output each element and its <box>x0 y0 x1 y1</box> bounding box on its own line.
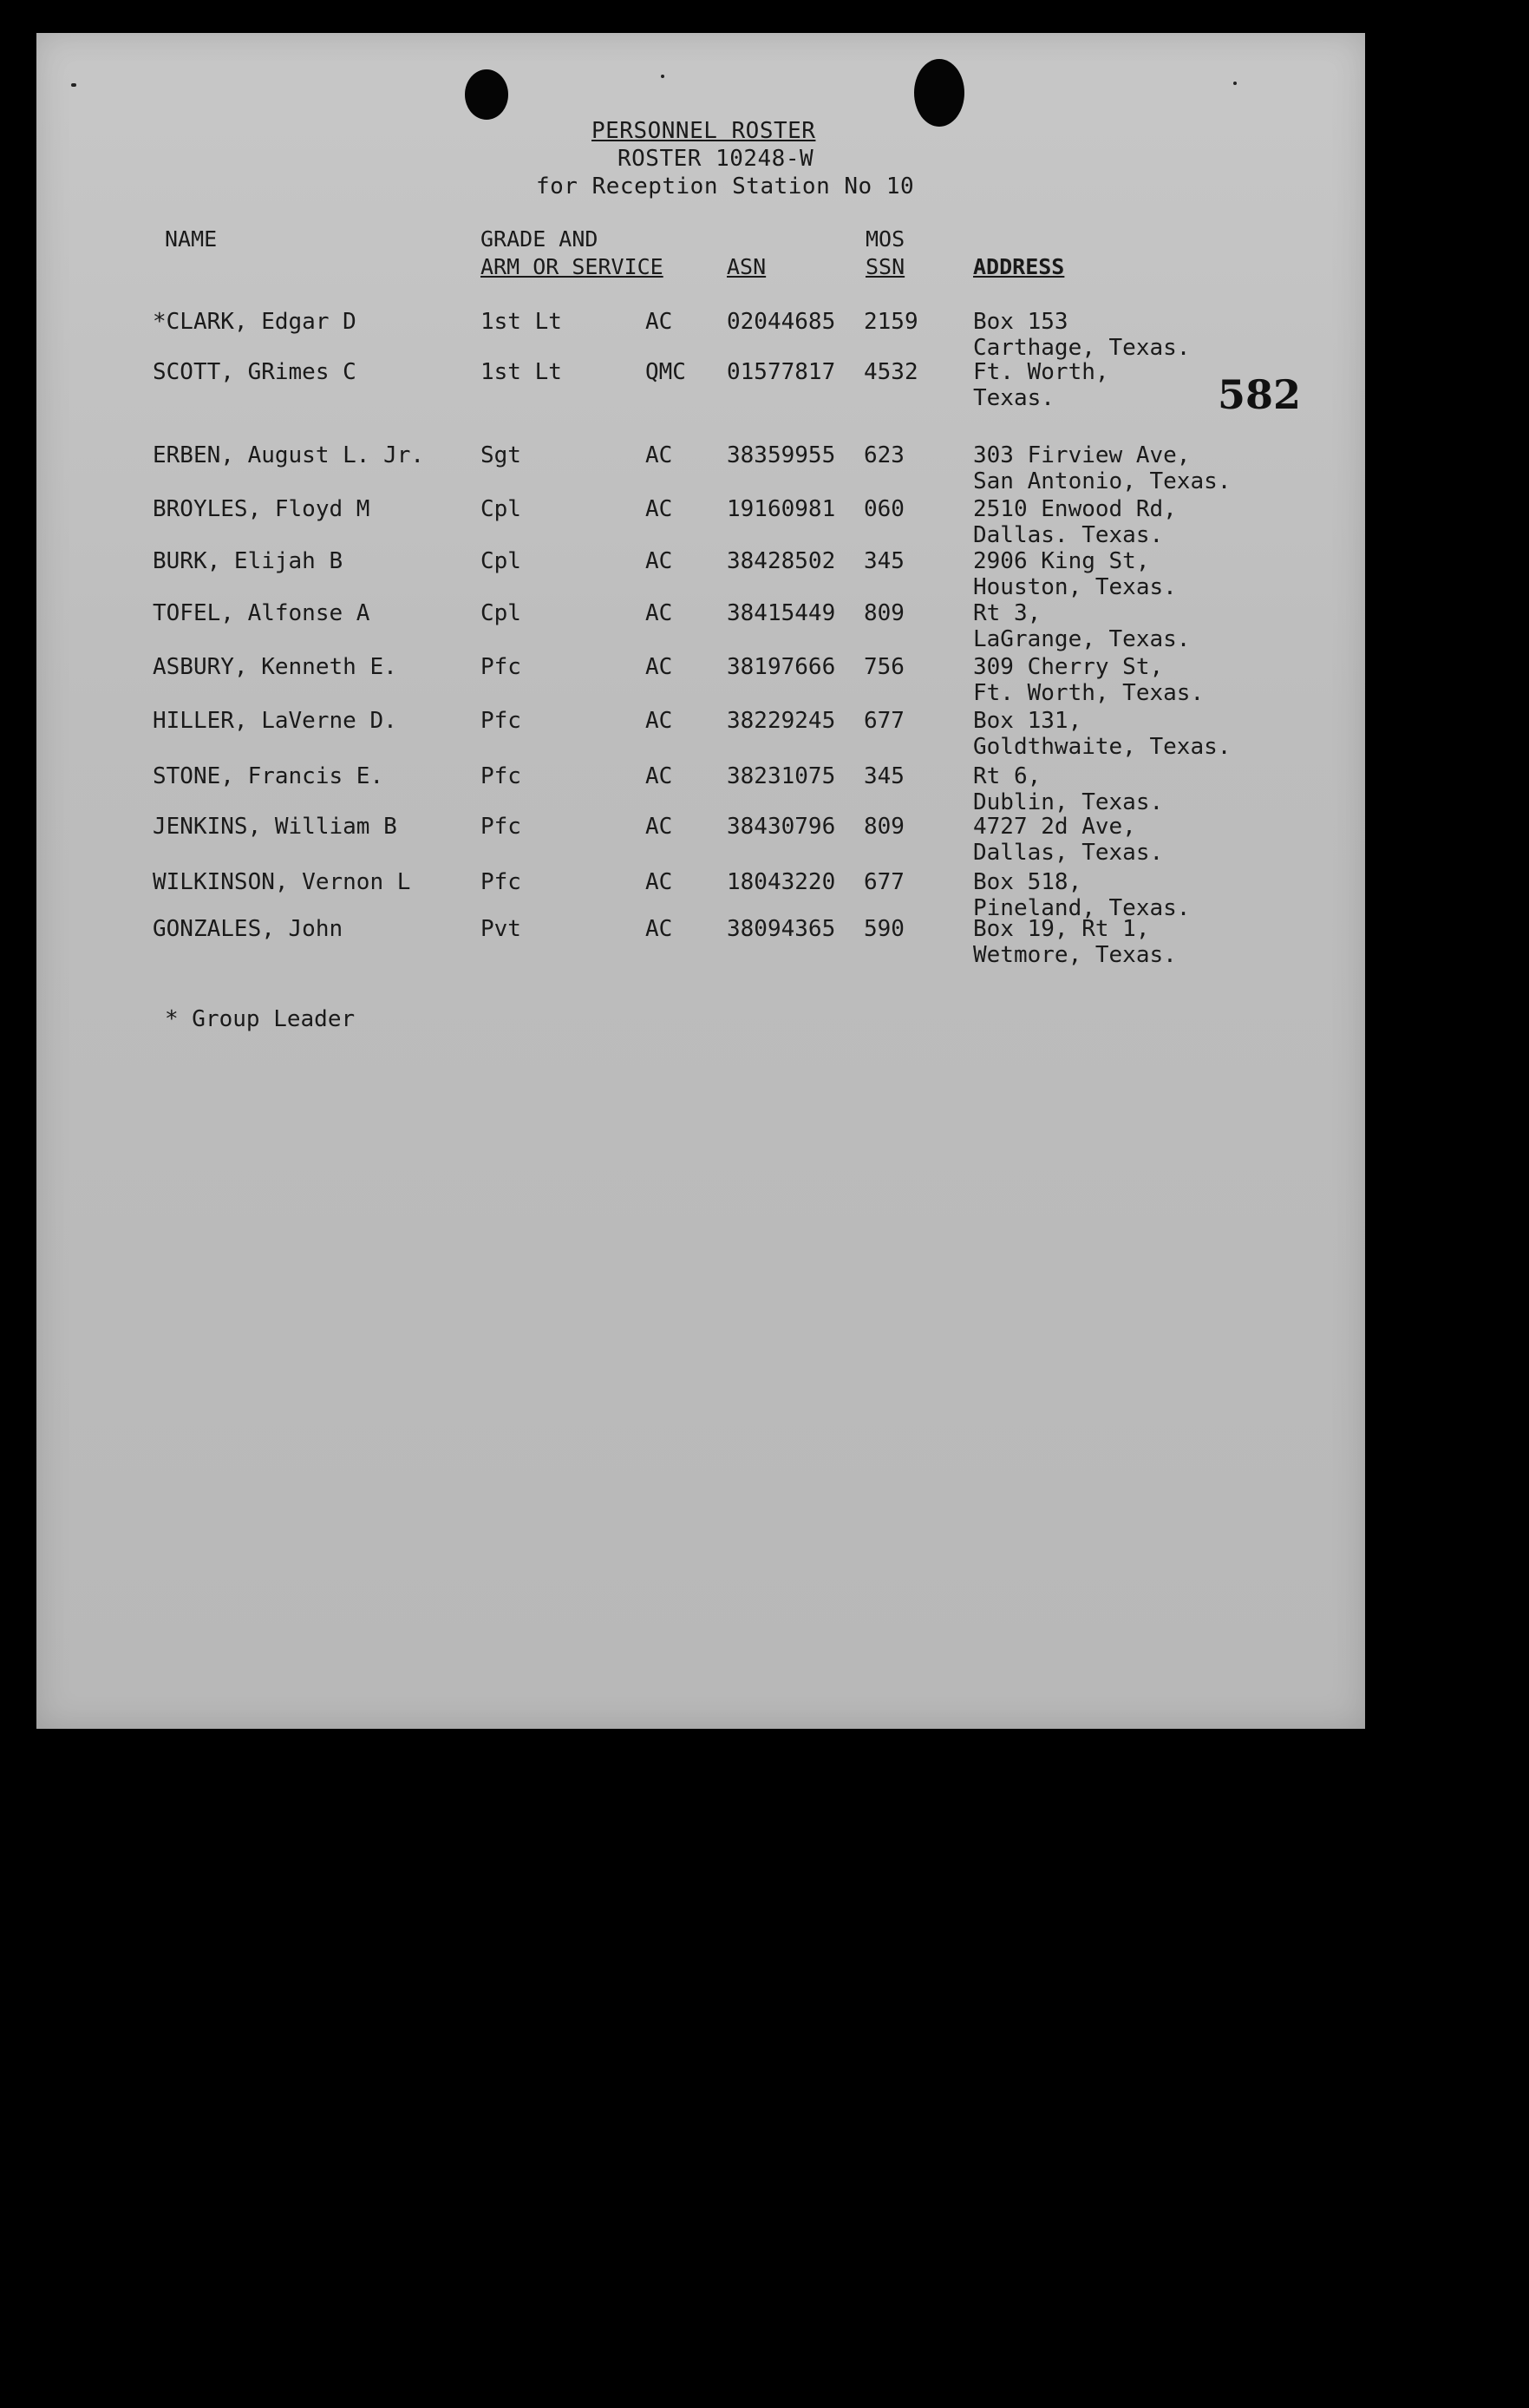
address-line2: Pineland, Texas. <box>973 895 1191 921</box>
address-line2: Wetmore, Texas. <box>973 942 1177 968</box>
member-name: TOFEL, Alfonse A <box>153 600 370 626</box>
member-mos: 677 <box>864 869 905 895</box>
address-line1: Rt 6, <box>973 763 1042 789</box>
member-asn: 19160981 <box>727 496 836 522</box>
member-arm-service: AC <box>645 814 673 840</box>
member-name: JENKINS, William B <box>153 814 397 840</box>
member-arm-service: AC <box>645 916 673 942</box>
roster-row <box>36 442 1365 496</box>
member-mos: 345 <box>864 548 905 574</box>
member-grade: Pfc <box>480 869 521 895</box>
member-grade: Pfc <box>480 654 521 680</box>
column-header-name: NAME <box>165 226 218 252</box>
member-arm-service: AC <box>645 442 673 468</box>
address-line1: Ft. Worth, <box>973 359 1109 385</box>
member-mos: 590 <box>864 916 905 942</box>
roster-row <box>36 309 1365 363</box>
address-line2: Texas. <box>973 385 1055 411</box>
member-asn: 02044685 <box>727 309 836 335</box>
member-arm-service: AC <box>645 309 673 335</box>
roster-rows <box>36 33 1365 1729</box>
member-name: SCOTT, GRimes C <box>153 359 356 385</box>
speck <box>1233 82 1237 85</box>
footnote: * Group Leader <box>165 1006 356 1032</box>
member-grade: 1st Lt <box>480 309 562 335</box>
roster-row <box>36 548 1365 602</box>
member-address <box>973 359 1109 411</box>
roster-row <box>36 916 1365 970</box>
roster-row <box>36 654 1365 708</box>
address-line2: Carthage, Texas. <box>973 335 1191 361</box>
mos-header-line2: SSN <box>866 254 905 279</box>
grade-header-line1: GRADE AND <box>480 226 598 252</box>
roster-row <box>36 708 1365 762</box>
member-asn: 01577817 <box>727 359 836 385</box>
member-asn: 18043220 <box>727 869 836 895</box>
member-arm-service: AC <box>645 763 673 789</box>
address-line2: San Antonio, Texas. <box>973 468 1232 494</box>
address-line2: Dallas. Texas. <box>973 522 1164 548</box>
roster-row <box>36 869 1365 923</box>
member-mos: 060 <box>864 496 905 522</box>
member-mos: 756 <box>864 654 905 680</box>
roster-number: ROSTER 10248-W <box>617 146 814 172</box>
member-mos: 2159 <box>864 309 918 335</box>
member-mos: 677 <box>864 708 905 734</box>
member-name: ERBEN, August L. Jr. <box>153 442 425 468</box>
grade-header-line2: ARM OR SERVICE <box>480 254 663 279</box>
member-address <box>973 654 1204 706</box>
roster-row <box>36 600 1365 654</box>
roster-title: PERSONNEL ROSTER <box>591 118 816 144</box>
reception-station: for Reception Station No 10 <box>536 173 915 200</box>
member-grade: Cpl <box>480 496 521 522</box>
member-address <box>973 708 1231 760</box>
member-arm-service: AC <box>645 548 673 574</box>
member-asn: 38231075 <box>727 763 836 789</box>
roster-sheet <box>36 33 1365 1729</box>
member-mos: 623 <box>864 442 905 468</box>
member-asn: 38430796 <box>727 814 836 840</box>
address-line1: 303 Firview Ave, <box>973 442 1191 468</box>
member-grade: Sgt <box>480 442 521 468</box>
member-address <box>973 309 1190 361</box>
roster-row <box>36 763 1365 817</box>
address-line1: Box 153 <box>973 309 1068 335</box>
member-mos: 809 <box>864 814 905 840</box>
address-line1: Rt 3, <box>973 600 1042 626</box>
member-name: WILKINSON, Vernon L <box>153 869 411 895</box>
member-name: ASBURY, Kenneth E. <box>153 654 397 680</box>
member-asn: 38415449 <box>727 600 836 626</box>
mos-header-line1: MOS <box>866 226 905 252</box>
member-address <box>973 916 1177 968</box>
roster-row <box>36 359 1365 413</box>
member-grade: Pfc <box>480 708 521 734</box>
address-line2: Dublin, Texas. <box>973 789 1164 815</box>
member-address <box>973 442 1231 494</box>
member-grade: Pvt <box>480 916 521 942</box>
member-name: *CLARK, Edgar D <box>153 309 356 335</box>
member-arm-service: AC <box>645 869 673 895</box>
member-arm-service: AC <box>645 496 673 522</box>
member-name: HILLER, LaVerne D. <box>153 708 397 734</box>
member-asn: 38197666 <box>727 654 836 680</box>
member-name: GONZALES, John <box>153 916 343 942</box>
address-line1: 2510 Enwood Rd, <box>973 496 1177 522</box>
member-name: BURK, Elijah B <box>153 548 343 574</box>
member-name: BROYLES, Floyd M <box>153 496 370 522</box>
member-arm-service: QMC <box>645 359 686 385</box>
address-line1: Box 518, <box>973 869 1082 895</box>
roster-row <box>36 814 1365 867</box>
member-grade: Pfc <box>480 814 521 840</box>
address-line2: Ft. Worth, Texas. <box>973 680 1205 706</box>
member-asn: 38229245 <box>727 708 836 734</box>
member-address <box>973 763 1163 815</box>
member-name: STONE, Francis E. <box>153 763 384 789</box>
column-header-address: ADDRESS <box>973 254 1065 279</box>
roster-row <box>36 496 1365 550</box>
address-line1: 2906 King St, <box>973 548 1150 574</box>
address-line2: LaGrange, Texas. <box>973 626 1191 652</box>
member-asn: 38094365 <box>727 916 836 942</box>
member-mos: 809 <box>864 600 905 626</box>
member-mos: 345 <box>864 763 905 789</box>
member-address <box>973 814 1163 866</box>
member-arm-service: AC <box>645 654 673 680</box>
member-mos: 4532 <box>864 359 918 385</box>
address-line2: Goldthwaite, Texas. <box>973 734 1232 760</box>
column-header-asn: ASN <box>727 254 767 279</box>
address-line2: Dallas, Texas. <box>973 840 1164 866</box>
address-line1: 309 Cherry St, <box>973 654 1164 680</box>
member-address <box>973 548 1177 600</box>
speck <box>71 83 76 87</box>
member-asn: 38359955 <box>727 442 836 468</box>
address-line1: 4727 2d Ave, <box>973 814 1136 840</box>
member-address <box>973 869 1190 921</box>
member-address <box>973 600 1190 652</box>
member-grade: Pfc <box>480 763 521 789</box>
address-line1: Box 131, <box>973 708 1082 734</box>
member-grade: 1st Lt <box>480 359 562 385</box>
member-asn: 38428502 <box>727 548 836 574</box>
member-grade: Cpl <box>480 600 521 626</box>
page-number: 582 <box>1218 371 1302 418</box>
member-grade: Cpl <box>480 548 521 574</box>
member-arm-service: AC <box>645 708 673 734</box>
member-arm-service: AC <box>645 600 673 626</box>
address-line2: Houston, Texas. <box>973 574 1177 600</box>
address-line1: Box 19, Rt 1, <box>973 916 1150 942</box>
speck <box>661 75 664 78</box>
member-address <box>973 496 1177 548</box>
